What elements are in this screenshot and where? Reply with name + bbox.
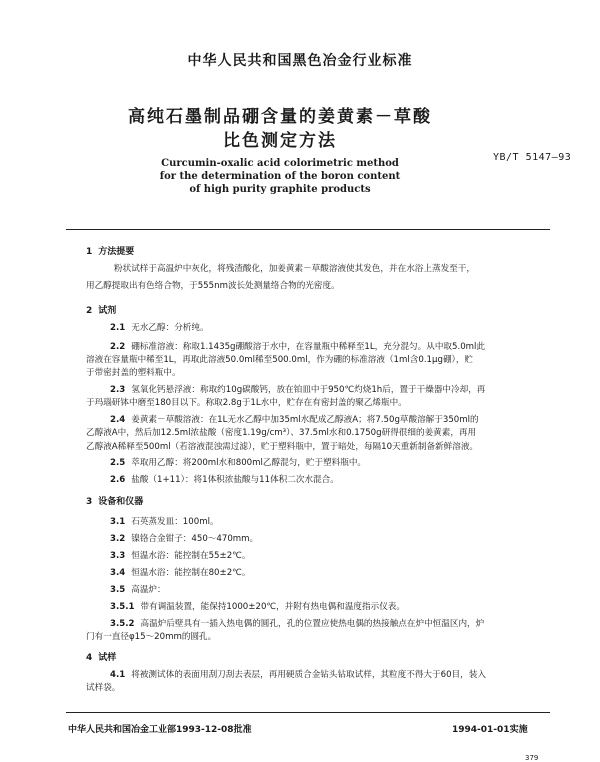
paragraph-line: 溶液在容量瓶中稀至1L，再取此溶液50.0ml稀至500.0ml，作为硼的标准溶液（1ml含0.1μg硼），贮 <box>86 355 474 365</box>
clause-3-3 <box>110 550 572 562</box>
paragraph-line: 用乙醇提取出有色络合物，于555nm波长处测量络合物的光密度。 <box>86 281 340 291</box>
clause-2-1 <box>110 322 572 334</box>
title-en-line1: Curcumin-oxalic acid colorimetric method <box>161 158 399 169</box>
section-number: 3 <box>86 497 93 507</box>
clause-number: 2.3 <box>110 385 126 395</box>
paragraph-line: 于玛瑙研钵中磨至180目以下。称取2.8g于1L水中，贮存在有密封盖的聚乙烯瓶中。 <box>86 398 407 408</box>
paragraph-line: 粉状试样于高温炉中灰化，将残渣酸化，加姜黄素－草酸溶液使其发色，并在水浴上蒸发至干， <box>114 264 475 274</box>
clause-text: 姜黄素－草酸溶液：在1L无水乙醇中加35ml水配成乙醇液A；将7.50g草酸溶解于350ml的 <box>131 415 479 425</box>
page-number: 379 <box>525 754 539 762</box>
paragraph-line: 试样袋。 <box>86 683 121 693</box>
clause-text: 带有调温装置，能保持1000±20℃，并附有热电偶和温度指示仪表。 <box>140 602 405 612</box>
clause-text: 萃取用乙醇：将200ml水和800ml乙醇混匀，贮于塑料瓶中。 <box>131 458 367 468</box>
clause-number: 3.5.1 <box>110 602 135 612</box>
section-title: 试剂 <box>98 306 117 316</box>
clause-text: 高温炉后壁具有一插入热电偶的圆孔，孔的位置应使热电偶的热接触点在炉中恒温区内，炉 <box>140 619 485 629</box>
clause-number: 3.5.2 <box>110 619 135 629</box>
clause-number: 2.2 <box>110 342 126 352</box>
clause-2-3 <box>110 384 572 396</box>
title-cn-line1: 高纯石墨制品硼含量的姜黄素－草酸 <box>128 107 432 127</box>
clause-number: 4.1 <box>110 670 126 680</box>
clause-text: 氢氧化钙悬浮液：称取约10g碳酸钙，放在铂皿中于950℃灼烧1h后，置于干燥器中冷却，再 <box>131 385 486 395</box>
section-1-heading <box>86 244 134 257</box>
clause-number: 2.4 <box>110 415 126 425</box>
clause-3-5-2 <box>110 618 572 630</box>
section-title: 方法提要 <box>98 247 135 257</box>
clause-2-4 <box>110 414 572 426</box>
clause-4-1 <box>110 669 572 681</box>
clause-number: 3.4 <box>110 568 126 578</box>
footer-rule <box>66 712 550 713</box>
clause-3-5-1 <box>110 601 572 613</box>
clause-number: 3.2 <box>110 534 126 544</box>
paragraph-line: 乙醇液A稀释至500ml（若溶液混浊需过滤），贮于塑料瓶中，置于暗处，每隔10天重新制备新鲜溶液。 <box>86 442 479 452</box>
implementation-date: 1994-01-01实施 <box>452 725 528 735</box>
section-number: 4 <box>86 653 93 663</box>
clause-text: 恒温水浴：能控制在55±2℃。 <box>131 551 251 561</box>
section-2-heading <box>86 303 116 316</box>
section-title: 试样 <box>98 653 117 663</box>
clause-text: 将被测试体的表面用刮刀刮去表层，再用硬质合金钻头钻取试样，其粒度不得大于60目，装入 <box>131 670 486 680</box>
paragraph-line: 于带密封盖的塑料瓶中。 <box>86 368 181 378</box>
section-number: 2 <box>86 306 93 316</box>
section-3-heading <box>86 494 143 507</box>
clause-3-1 <box>110 516 572 528</box>
section-number: 1 <box>86 247 93 257</box>
clause-number: 3.1 <box>110 517 126 527</box>
clause-text: 无水乙醇：分析纯。 <box>131 323 209 333</box>
clause-number: 2.1 <box>110 323 126 333</box>
title-en-line2: for the determination of the boron content <box>159 171 401 182</box>
clause-2-2 <box>110 341 572 353</box>
clause-3-5 <box>110 584 572 596</box>
paragraph-line: 门有一直径φ15～20mm的圆孔。 <box>86 632 217 642</box>
clause-2-6 <box>110 474 572 486</box>
section-title: 设备和仪器 <box>98 497 144 507</box>
title-cn-line2: 比色测定方法 <box>223 131 337 151</box>
clause-text: 镍铬合金钳子：450～470mm。 <box>131 534 259 544</box>
standard-category-header: 中华人民共和国黑色冶金行业标准 <box>187 53 413 69</box>
paragraph-line: 乙醇液A中，然后加12.5ml浓盐酸（密度1.19g/cm³）、37.5ml水和0.1750g研得很细的姜黄素，再用 <box>86 428 477 438</box>
clause-number: 2.5 <box>110 458 126 468</box>
clause-number: 3.3 <box>110 551 126 561</box>
clause-text: 恒温水浴：能控制在80±2℃。 <box>131 568 251 578</box>
clause-text: 盐酸（1+11）：将1体积浓盐酸与11体积二次水混合。 <box>131 475 339 485</box>
section-4-heading <box>86 650 116 663</box>
title-en-line3: of high purity graphite products <box>189 184 371 195</box>
header-rule <box>66 229 550 230</box>
clause-text: 硼标准溶液：称取1.1435g硼酸溶于水中，在容量瓶中稀释至1L，充分混匀。从中取5.0ml此 <box>131 342 486 352</box>
clause-number: 2.6 <box>110 475 126 485</box>
standard-number: YB/T 5147—93 <box>493 152 572 163</box>
clause-3-4 <box>110 567 572 579</box>
clause-text: 石英蒸发皿：100ml。 <box>131 517 219 527</box>
clause-2-5 <box>110 457 572 469</box>
clause-3-2 <box>110 533 572 545</box>
clause-text: 高温炉： <box>131 585 166 595</box>
clause-number: 3.5 <box>110 585 126 595</box>
approval-date: 中华人民共和国冶金工业部1993-12-08批准 <box>68 725 252 735</box>
